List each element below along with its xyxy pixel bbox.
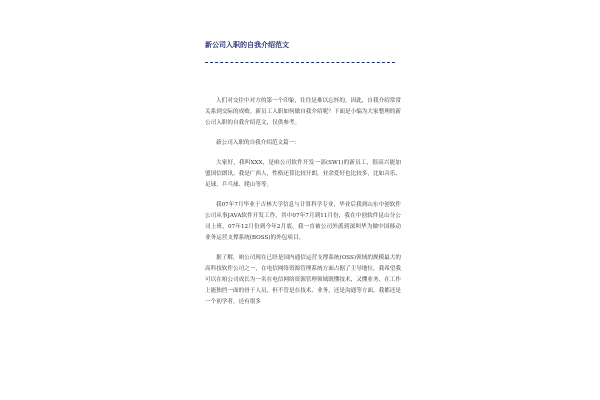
paragraph-section-heading: 新公司入职的自我介绍范文篇一： — [216, 140, 300, 146]
paragraph-company-goals: 据了解，咱公司现在已经是国内通信运营支撑系统(OSS)领域的规模最大的高科技软件公司之一，在电信网络资源管理系统方面占据了主导地位，我希望我可以在咱公司成长为一名在电信网络资源管理领域既懂技术，又懂业务，在工作上能独挡一面的骨干人员，但不管是在技术、业务，还是沟通等方面，我都还是一个初学者，还有很多 — [205, 255, 401, 305]
paragraph-work-history: 我07年7月毕业于吉林大学信息与计算科学专业，毕业后我到山东中创软件公司从事JAVA软件开发工作，其中07年7月到11月份，我在中创软件昆山分公司上班，07年12月份到今年2月底，我一直被公司外派到深圳华为做中国移动业务运营支撑系统(BOSS)的外包项目。 — [205, 202, 401, 241]
document-title: 新公司入职的自我介绍范文 — [205, 40, 289, 49]
title-divider — [205, 62, 395, 63]
document-body — [205, 96, 401, 317]
paragraph-greeting: 大家好，我叫XXX，是咱公司软件开发一部(SW1)的新员工，很高兴能加盟国信朗讯。我是广西人，性格还算比较开朗，业余爱好也比较多，比如音乐、足球、乒乓球、爬山等等。 — [205, 160, 401, 188]
paragraph-intro: 人们对交往中对方的第一个印象，往往是难以忘怀的，因此，自我介绍常常关系到交际的成败。新员工入职如何做自我介绍呢？下面是小编为大家整理的新公司入职的自我介绍范文，仅供参考。 — [205, 98, 401, 126]
